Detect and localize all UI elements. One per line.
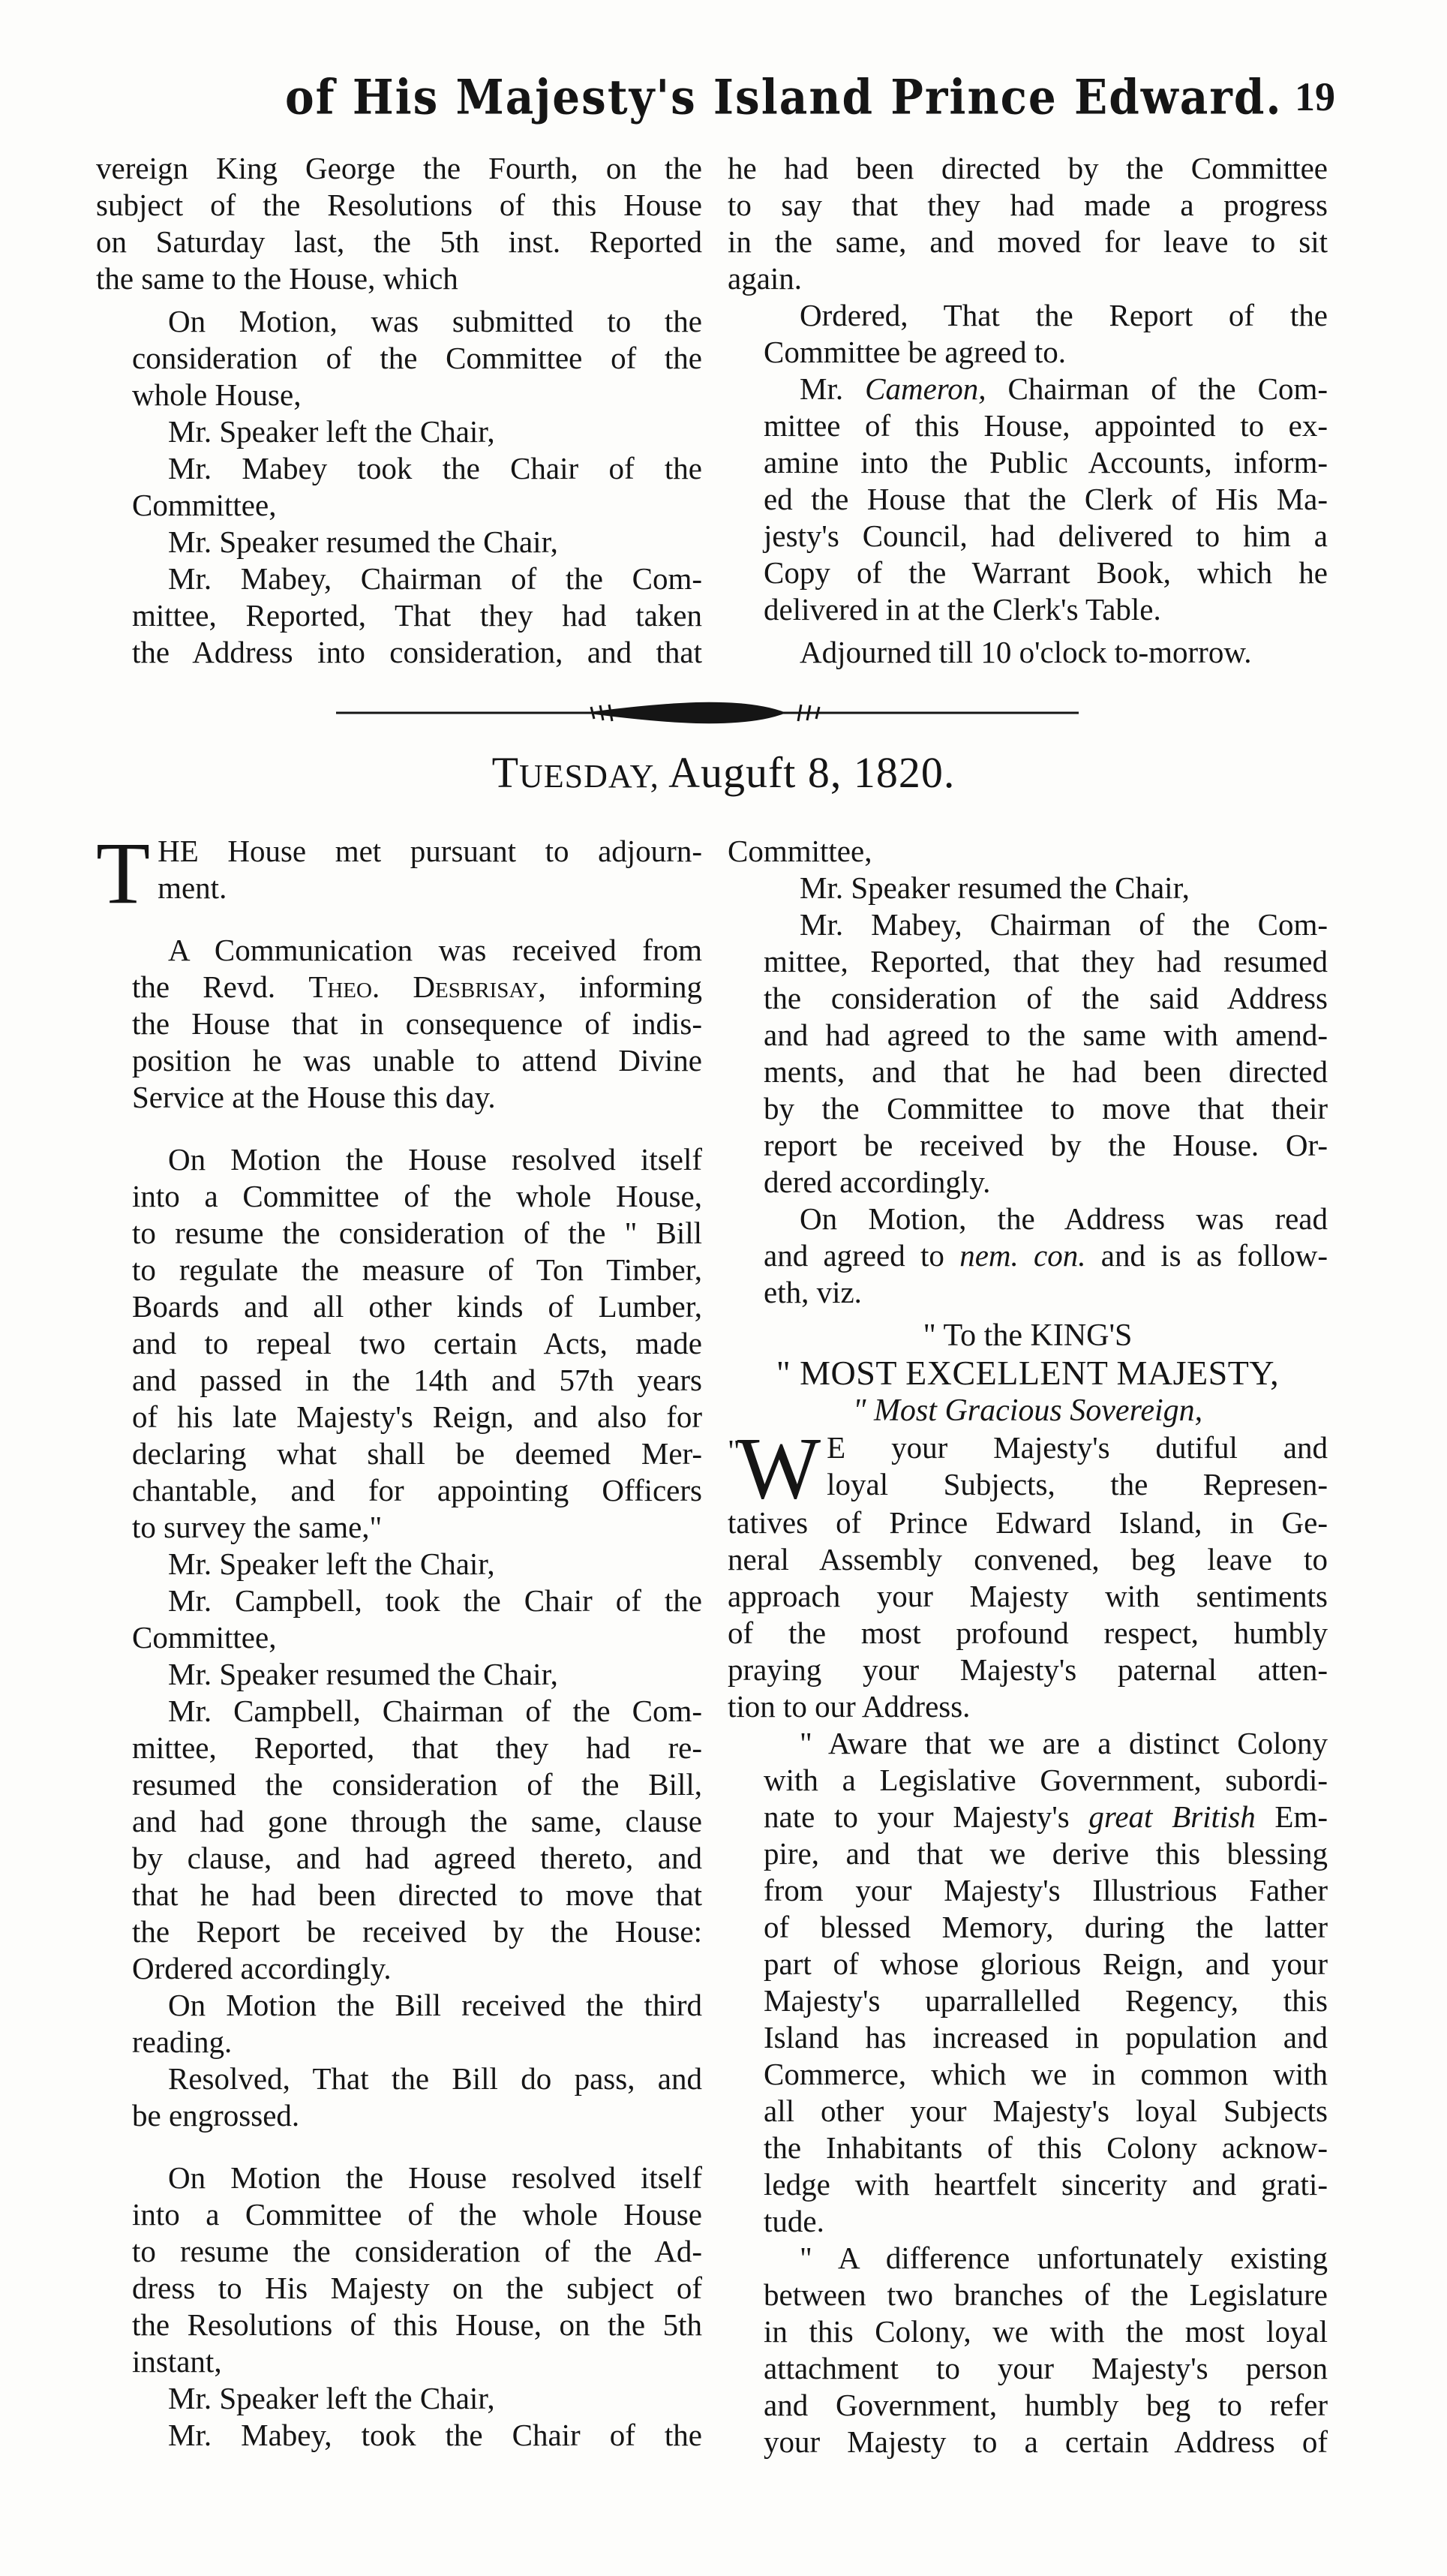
paragraph — [96, 561, 702, 671]
text-line: from your Majesty's Illustrious Father — [764, 1873, 1328, 1907]
text-line: to survey the same," — [132, 1510, 383, 1544]
text-line: Mr. Speaker left the Chair, — [168, 1547, 495, 1581]
text-line: the Address into consideration, and that — [132, 635, 702, 669]
text-line: consideration of the Committee of the — [132, 341, 702, 375]
text-line: Mr. Mabey, took the Chair of the — [168, 2418, 702, 2452]
text-line: and had gone through the same, clause — [132, 1804, 702, 1838]
text-line: the Resolutions of this House, on the 5th — [132, 2307, 702, 2342]
text-line: On Motion the Bill received the third — [168, 1988, 702, 2022]
paragraph — [728, 1725, 1328, 2240]
paragraph — [96, 303, 702, 413]
paragraph — [96, 1141, 702, 1546]
text-line: and passed in the 14th and 57th years — [132, 1363, 702, 1397]
paragraph — [96, 824, 702, 922]
text-line: tude. — [764, 2204, 824, 2238]
main-left-column — [96, 824, 702, 2454]
date-text: Auguft 8, 1820. — [659, 748, 956, 797]
text-line: delivered in at the Clerk's Table. — [764, 592, 1161, 627]
paragraph — [728, 906, 1328, 1201]
top-left-column — [96, 150, 702, 671]
text-line: again. — [728, 261, 803, 296]
text-line: dress to His Majesty on the subject of — [132, 2271, 702, 2305]
text-line: Committee, — [132, 1620, 277, 1655]
text-line: mittee, Reported, That they had taken — [132, 598, 702, 633]
address-salutation-3: " Most Gracious Sovereign, — [852, 1393, 1203, 1428]
text-line: resumed the consideration of the Bill, — [132, 1767, 702, 1802]
text-line: reading. — [132, 2024, 233, 2059]
latin-phrase: nem. con. — [959, 1238, 1086, 1273]
member-name: Cameron, — [865, 371, 986, 406]
paragraph — [96, 1546, 702, 1583]
text-line: the Report be received by the House: — [132, 1914, 702, 1949]
drop-cap: T — [96, 824, 151, 922]
page-number: 19 — [1295, 74, 1335, 119]
text-line: with a Legislative Government, subordi- — [764, 1763, 1328, 1797]
text-line: ledge with heartfelt sincerity and grati- — [764, 2167, 1328, 2202]
text-line: in the same, and moved for leave to sit — [728, 224, 1328, 259]
text-line — [728, 1237, 1328, 1274]
paragraph — [96, 1656, 702, 1693]
text-line: Boards and all other kinds of Lumber, — [132, 1289, 702, 1324]
text-line: eth, viz. — [764, 1275, 862, 1309]
text-line: Island has increased in population and — [764, 2020, 1328, 2054]
text-line: and Government, humbly beg to refer — [764, 2388, 1328, 2422]
open-quote: " — [728, 1433, 740, 1468]
text-line: subject of the Resolutions of this House — [96, 188, 702, 222]
text-line: Mr. Mabey took the Chair of the — [168, 451, 702, 485]
text-line: E your Majesty's dutiful and — [827, 1430, 1328, 1465]
paragraph — [728, 2240, 1328, 2460]
text-line: " Aware that we are a distinct Colony — [800, 1726, 1328, 1760]
text-line: by clause, and had agreed thereto, and — [132, 1841, 702, 1875]
text-line: ment. — [158, 870, 227, 905]
text-line: Mr. Speaker resumed the Chair, — [168, 525, 558, 559]
text-line: On Motion the House resolved itself — [168, 1142, 702, 1177]
running-title: of His Majesty's Island Prince Edward. — [285, 69, 1283, 125]
text-line — [728, 1799, 1328, 1835]
paragraph — [96, 524, 702, 561]
paragraph — [728, 1201, 1328, 1311]
text-fragment: Em- — [1255, 1799, 1328, 1834]
text-line: to regulate the measure of Ton Timber, — [132, 1252, 702, 1287]
text-line: Mr. Mabey, Chairman of the Com- — [800, 907, 1328, 942]
text-line: all other your Majesty's loyal Subjects — [764, 2094, 1328, 2128]
text-line: Copy of the Warrant Book, which he — [764, 555, 1328, 590]
text-line: Mr. Speaker resumed the Chair, — [800, 870, 1190, 905]
text-line: into a Committee of the whole House, — [132, 1179, 702, 1213]
text-line: on Saturday last, the 5th inst. Reported — [96, 224, 702, 259]
text-line: position he was unable to attend Divine — [132, 1043, 702, 1078]
paragraph — [728, 150, 1328, 297]
text-line: On Motion, was submitted to the — [168, 304, 702, 338]
text-line: jesty's Council, had delivered to him a — [764, 519, 1328, 553]
text-line: pire, and that we derive this blessing — [764, 1836, 1328, 1871]
text-fragment: informing — [545, 969, 702, 1004]
paragraph — [728, 870, 1328, 906]
text-line: A Communication was received from — [168, 933, 702, 967]
paragraph — [96, 150, 702, 297]
text-line: the consideration of the said Address — [764, 981, 1328, 1015]
emphasis: great British — [1088, 1799, 1256, 1834]
paragraph — [728, 634, 1328, 671]
paragraph — [728, 1419, 1328, 1725]
text-line: Ordered accordingly. — [132, 1951, 392, 1985]
text-line: to say that they had made a progress — [728, 188, 1328, 222]
date-heading — [0, 747, 1447, 798]
text-line: of blessed Memory, during the latter — [764, 1910, 1328, 1944]
text-line: the House that in consequence of indis- — [132, 1006, 702, 1041]
main-right-column — [728, 833, 1328, 2460]
text-line: Mr. Cameron, Chairman of the Com- — [800, 371, 1328, 406]
text-line: On Motion the House resolved itself — [168, 2160, 702, 2195]
text-line: dered accordingly. — [764, 1165, 991, 1199]
address-salutation-1: " To the KING'S — [923, 1318, 1133, 1353]
text-fragment: nate to your Majesty's — [764, 1799, 1089, 1834]
text-line: to resume the consideration of the Ad- — [132, 2234, 702, 2268]
text-line: Mr. Mabey, Chairman of the Com- — [168, 561, 702, 596]
text-line: by the Committee to move that their — [764, 1091, 1328, 1126]
paragraph — [96, 450, 702, 524]
paragraph — [96, 2417, 702, 2454]
paragraph — [96, 2160, 702, 2380]
text-line: approach your Majesty with sentiments — [728, 1579, 1328, 1613]
text-line: part of whose glorious Reign, and your — [764, 1946, 1328, 1981]
text-line: On Motion, the Address was read — [800, 1201, 1328, 1236]
paragraph — [96, 1987, 702, 2060]
text-line: he had been directed by the Committee — [728, 151, 1328, 185]
text-line: ed the House that the Clerk of His Ma- — [764, 482, 1328, 516]
paragraph — [96, 932, 702, 1116]
text-line: and to repeal two certain Acts, made — [132, 1326, 702, 1360]
text-line: in this Colony, we with the most loyal — [764, 2314, 1328, 2349]
text-line: Committee, — [132, 488, 277, 522]
text-line: Service at the House this day. — [132, 1080, 496, 1114]
text-line: attachment to your Majesty's person — [764, 2351, 1328, 2385]
text-line: instant, — [132, 2344, 222, 2379]
text-line: Ordered, That the Report of the — [800, 298, 1328, 332]
text-line: Committee be agreed to. — [764, 335, 1067, 369]
text-line: Mr. Campbell, took the Chair of the — [168, 1583, 702, 1618]
paragraph — [96, 1583, 702, 1656]
text-line: report be received by the House. Or- — [764, 1128, 1328, 1162]
paragraph — [96, 413, 702, 450]
ornamental-divider — [336, 698, 1079, 728]
text-line: Commerce, which we in common with — [764, 2057, 1328, 2091]
text-line: Mr. Speaker resumed the Chair, — [168, 1657, 558, 1691]
text-line: be engrossed. — [132, 2098, 300, 2133]
text-line: of the most profound respect, humbly — [728, 1616, 1328, 1650]
text-line: declaring what shall be deemed Mer- — [132, 1436, 702, 1471]
text-line: to resume the consideration of the " Bill — [132, 1216, 702, 1250]
text-fragment: and is as follow- — [1085, 1238, 1328, 1273]
text-line: vereign King George the Fourth, on the — [96, 151, 702, 185]
paragraph — [728, 371, 1328, 628]
text-line: Mr. Speaker left the Chair, — [168, 414, 495, 449]
date-day: UESDAY, — [519, 758, 659, 795]
text-line: loyal Subjects, the Represen- — [827, 1467, 1328, 1501]
text-line: HE House met pursuant to adjourn- — [158, 834, 702, 868]
text-line: whole House, — [132, 377, 302, 412]
paragraph — [728, 833, 1328, 870]
text-fragment: Chairman of the Com- — [986, 371, 1328, 406]
paragraph — [96, 2380, 702, 2417]
running-head — [285, 69, 1335, 137]
text-line: mittee, Reported, that they had re- — [132, 1730, 702, 1765]
text-line: neral Assembly convened, beg leave to — [728, 1542, 1328, 1577]
text-line: amine into the Public Accounts, inform- — [764, 445, 1328, 479]
text-line: into a Committee of the whole House — [132, 2197, 702, 2232]
text-line: praying your Majesty's paternal atten- — [728, 1652, 1328, 1687]
paragraph — [96, 1693, 702, 1987]
text-line: and had agreed to the same with amend- — [764, 1017, 1328, 1052]
text-line: Resolved, That the Bill do pass, and — [168, 2061, 702, 2096]
text-line: the same to the House, which — [96, 261, 458, 296]
text-line — [96, 969, 702, 1005]
text-line: that he had been directed to move that — [132, 1877, 702, 1912]
paragraph — [96, 2060, 702, 2134]
date-initial: T — [491, 748, 520, 797]
text-line: between two branches of the Legislature — [764, 2277, 1328, 2312]
text-line: of his late Majesty's Reign, and also for — [132, 1399, 702, 1434]
person-name: Theo. Desbrisay, — [308, 969, 546, 1004]
text-line: Committee, — [728, 834, 872, 868]
text-line: your Majesty to a certain Address of — [764, 2424, 1328, 2459]
text-line: mittee, Reported, that they had resumed — [764, 944, 1328, 978]
text-line: chantable, and for appointing Officers — [132, 1473, 702, 1507]
text-line: " A difference unfortunately existing — [800, 2241, 1328, 2275]
text-fragment: the Revd. — [132, 969, 309, 1004]
adjournment-line: Adjourned till 10 o'clock to-morrow. — [800, 635, 1252, 669]
text-line: Majesty's uparrallelled Regency, this — [764, 1983, 1328, 2018]
text-line: ments, and that he had been directed — [764, 1054, 1328, 1089]
drop-cap: W — [737, 1419, 821, 1517]
text-line: the Inhabitants of this Colony acknow- — [764, 2130, 1328, 2165]
text-line: tion to our Address. — [728, 1689, 971, 1724]
top-right-column — [728, 150, 1328, 671]
text-line: Mr. Campbell, Chairman of the Com- — [168, 1694, 702, 1728]
text-line: mittee of this House, appointed to ex- — [764, 408, 1328, 443]
text-fragment: and agreed to — [764, 1238, 960, 1273]
text-line: tatives of Prince Edward Island, in Ge- — [728, 1505, 1328, 1540]
text-line: Mr. Speaker left the Chair, — [168, 2381, 495, 2415]
address-salutation-2: " MOST EXCELLENT MAJESTY, — [776, 1354, 1280, 1392]
paragraph — [728, 297, 1328, 371]
